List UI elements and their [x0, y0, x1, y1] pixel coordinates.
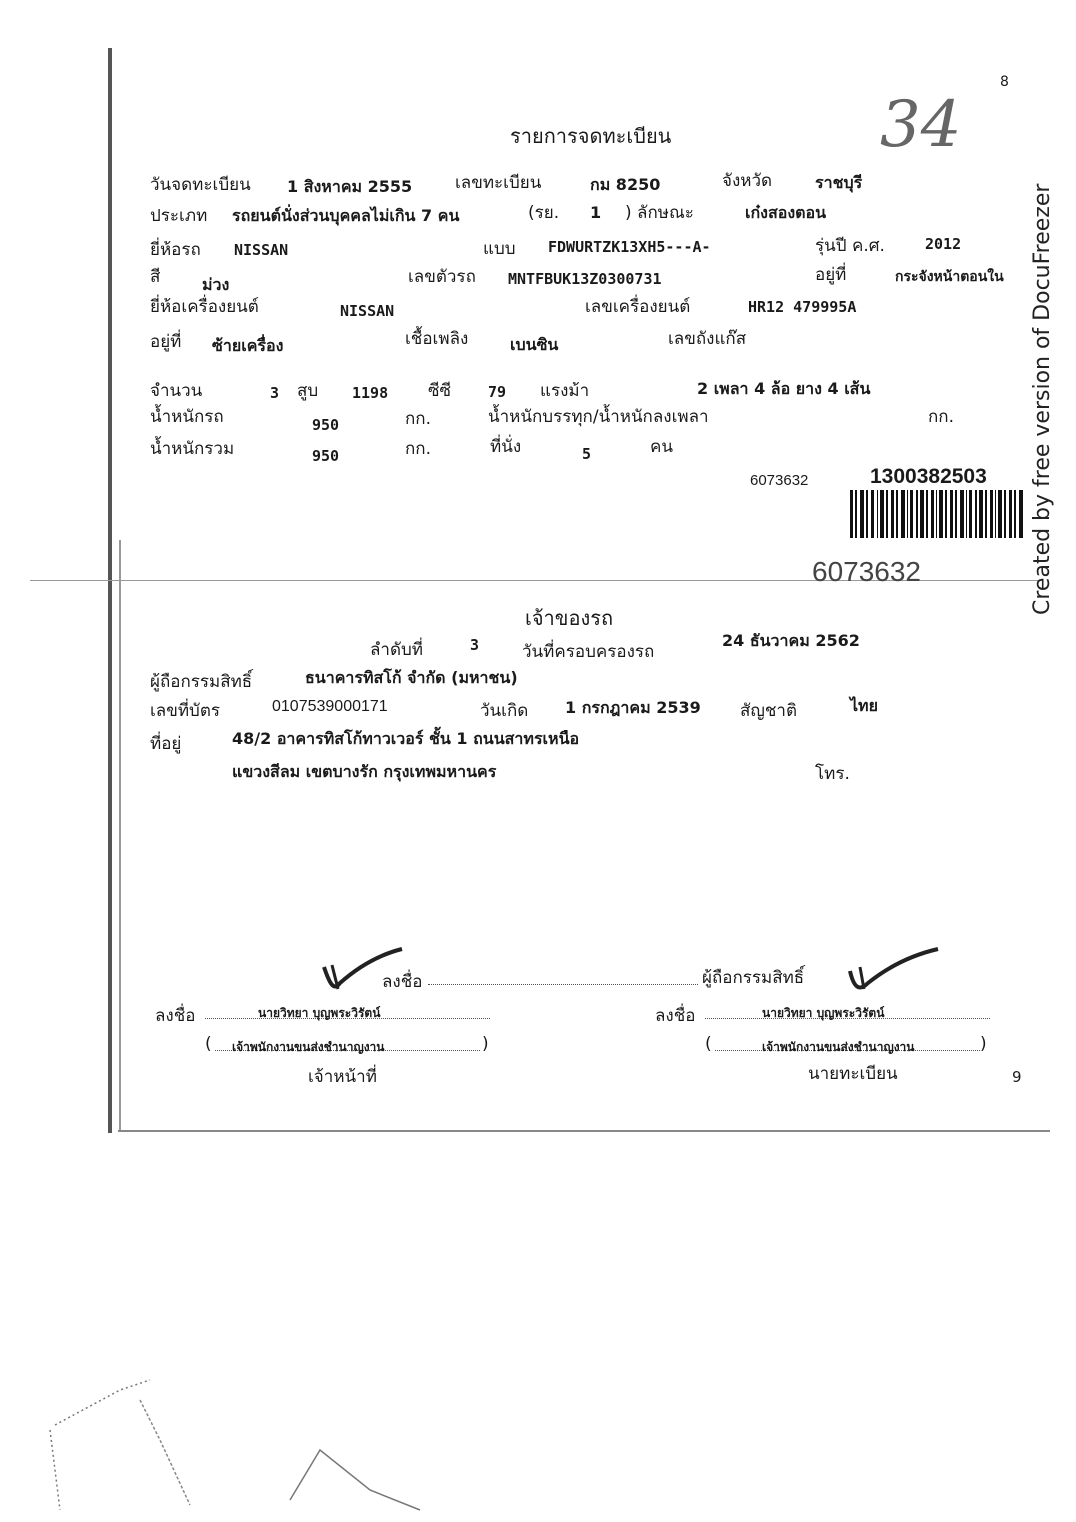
- brand-value: NISSAN: [234, 241, 289, 259]
- birth-label: วันเกิด: [480, 701, 529, 721]
- color-value: ม่วง: [202, 275, 230, 294]
- id-value: 0107539000171: [272, 698, 388, 715]
- chassis-loc-label: อยู่ที่: [815, 265, 847, 285]
- cylinders-value: 3: [270, 384, 280, 402]
- gross-value: 950: [312, 447, 340, 465]
- doc-number: 6073632: [750, 472, 809, 489]
- model-value: FDWURTZK13XH5---A-: [548, 238, 711, 256]
- engine-loc-value: ซ้ายเครื่อง: [212, 336, 284, 355]
- count-label: จำนวน: [150, 381, 203, 401]
- cc-unit: ซีซี: [428, 381, 452, 401]
- address-label: ที่อยู่: [150, 734, 182, 754]
- left-signer-name: นายวิทยา บุญพระวิรัตน์: [258, 1006, 381, 1020]
- color-label: สี: [150, 267, 161, 287]
- chassis-label: เลขตัวรถ: [408, 267, 476, 287]
- ry-value: 1: [590, 203, 602, 222]
- owner-sign-line: [428, 984, 698, 985]
- seats-unit: คน: [650, 437, 673, 457]
- right-position-open: (: [705, 1034, 712, 1054]
- scan-artifact-marks: [40, 1370, 440, 1520]
- phone-label: โทร.: [815, 764, 850, 784]
- left-binding-edge-inner: [119, 540, 121, 1130]
- cc-value: 1198: [352, 384, 389, 402]
- type-value: รถยนต์นั่งส่วนบุคคลไม่เกิน 7 คน: [232, 206, 460, 225]
- registrar-signature-mark: [842, 945, 942, 993]
- engine-no-label: เลขเครื่องยนต์: [585, 297, 691, 317]
- ry-label: (รย.: [528, 203, 560, 223]
- engine-loc-label: อยู่ที่: [150, 332, 182, 352]
- barcode: [850, 490, 1025, 538]
- id-label: เลขที่บัตร: [150, 701, 221, 721]
- registration-title: รายการจดทะเบียน: [510, 124, 672, 148]
- reg-no-value: กม 8250: [590, 175, 661, 194]
- brand-label: ยี่ห้อรถ: [150, 240, 201, 260]
- gas-tank-label: เลขถังแก๊ส: [668, 329, 747, 349]
- axle-value: 2 เพลา 4 ล้อ ยาง 4 เส้น: [697, 379, 871, 398]
- holder-label: ผู้ถือกรรมสิทธิ์: [150, 672, 253, 692]
- watermark: Created by free version of DocuFreezer: [1030, 183, 1055, 615]
- holder-value: ธนาคารทิสโก้ จำกัด (มหาชน): [305, 668, 518, 687]
- owner-sign-label: ลงชื่อ: [382, 972, 423, 992]
- hp-value: 79: [488, 383, 507, 401]
- province-label: จังหวัด: [722, 171, 773, 191]
- seats-label: ที่นั่ง: [490, 437, 522, 457]
- weight-unit: กก.: [405, 409, 431, 429]
- reg-no-label: เลขทะเบียน: [455, 173, 542, 193]
- style-value: เก๋งสองตอน: [745, 203, 827, 222]
- right-signer-position: เจ้าพนักงานขนส่งชำนาญงาน: [762, 1040, 915, 1054]
- right-sign-label: ลงชื่อ: [655, 1006, 696, 1026]
- type-label: ประเภท: [150, 206, 208, 226]
- right-position-close: ): [980, 1034, 987, 1054]
- date-value: 1 สิงหาคม 2555: [287, 177, 413, 196]
- style-label: ) ลักษณะ: [625, 203, 694, 223]
- owner-title: เจ้าของรถ: [525, 606, 614, 630]
- page-number-bottom: 9: [1012, 1068, 1022, 1086]
- left-role: เจ้าหน้าที่: [308, 1067, 377, 1087]
- year-value: 2012: [925, 235, 962, 253]
- page-number-top: 8: [1000, 74, 1009, 90]
- fuel-value: เบนซิน: [510, 335, 559, 354]
- handwritten-mark: 34: [880, 88, 962, 162]
- left-position-close: ): [482, 1034, 489, 1054]
- load-label: น้ำหนักบรรทุก/น้ำหนักลงเพลา: [488, 407, 709, 427]
- cylinders-unit: สูบ: [297, 381, 319, 401]
- fuel-label: เชื้อเพลิง: [405, 329, 469, 349]
- gross-label: น้ำหนักรวม: [150, 439, 235, 459]
- model-label: แบบ: [483, 239, 516, 259]
- seats-value: 5: [582, 445, 592, 463]
- bottom-border: [118, 1130, 1050, 1132]
- right-role: นายทะเบียน: [808, 1064, 898, 1084]
- engine-no-value: HR12 479995A: [748, 298, 857, 316]
- weight-value: 950: [312, 416, 340, 434]
- date-label: วันจดทะเบียน: [150, 175, 251, 195]
- engine-brand-value: NISSAN: [340, 302, 395, 320]
- barcode-number: 1300382503: [870, 465, 987, 488]
- weight-label: น้ำหนักรถ: [150, 407, 224, 427]
- nation-value: ไทย: [850, 696, 878, 715]
- hp-unit: แรงม้า: [540, 381, 590, 401]
- gross-unit: กก.: [405, 439, 431, 459]
- province-value: ราชบุรี: [815, 173, 863, 192]
- address-line2: แขวงสีลม เขตบางรัก กรุงเทพมหานคร: [232, 762, 497, 781]
- load-unit: กก.: [928, 407, 954, 427]
- address-line1: 48/2 อาคารทิสโก้ทาวเวอร์ ชั้น 1 ถนนสาทรเหนือ: [232, 729, 580, 748]
- owner-sign-suffix: ผู้ถือกรรมสิทธิ์: [702, 968, 805, 988]
- order-value: 3: [470, 636, 480, 654]
- nation-label: สัญชาติ: [740, 701, 797, 721]
- left-signer-position: เจ้าพนักงานขนส่งชำนาญงาน: [232, 1040, 385, 1054]
- left-position-open: (: [205, 1034, 212, 1054]
- chassis-value: MNTFBUK13Z0300731: [508, 270, 662, 288]
- possession-value: 24 ธันวาคม 2562: [722, 631, 860, 650]
- left-binding-edge: [108, 48, 112, 1133]
- birth-value: 1 กรกฎาคม 2539: [565, 698, 701, 717]
- order-label: ลำดับที่: [370, 640, 424, 660]
- right-signer-name: นายวิทยา บุญพระวิรัตน์: [762, 1006, 885, 1020]
- chassis-loc-value: กระจังหน้าตอนใน: [895, 269, 1004, 285]
- engine-brand-label: ยี่ห้อเครื่องยนต์: [150, 297, 259, 317]
- left-sign-label: ลงชื่อ: [155, 1006, 196, 1026]
- possession-label: วันที่ครอบครองรถ: [522, 642, 655, 662]
- stamp-number: 6073632: [812, 556, 922, 582]
- year-label: รุ่นปี ค.ศ.: [815, 236, 885, 256]
